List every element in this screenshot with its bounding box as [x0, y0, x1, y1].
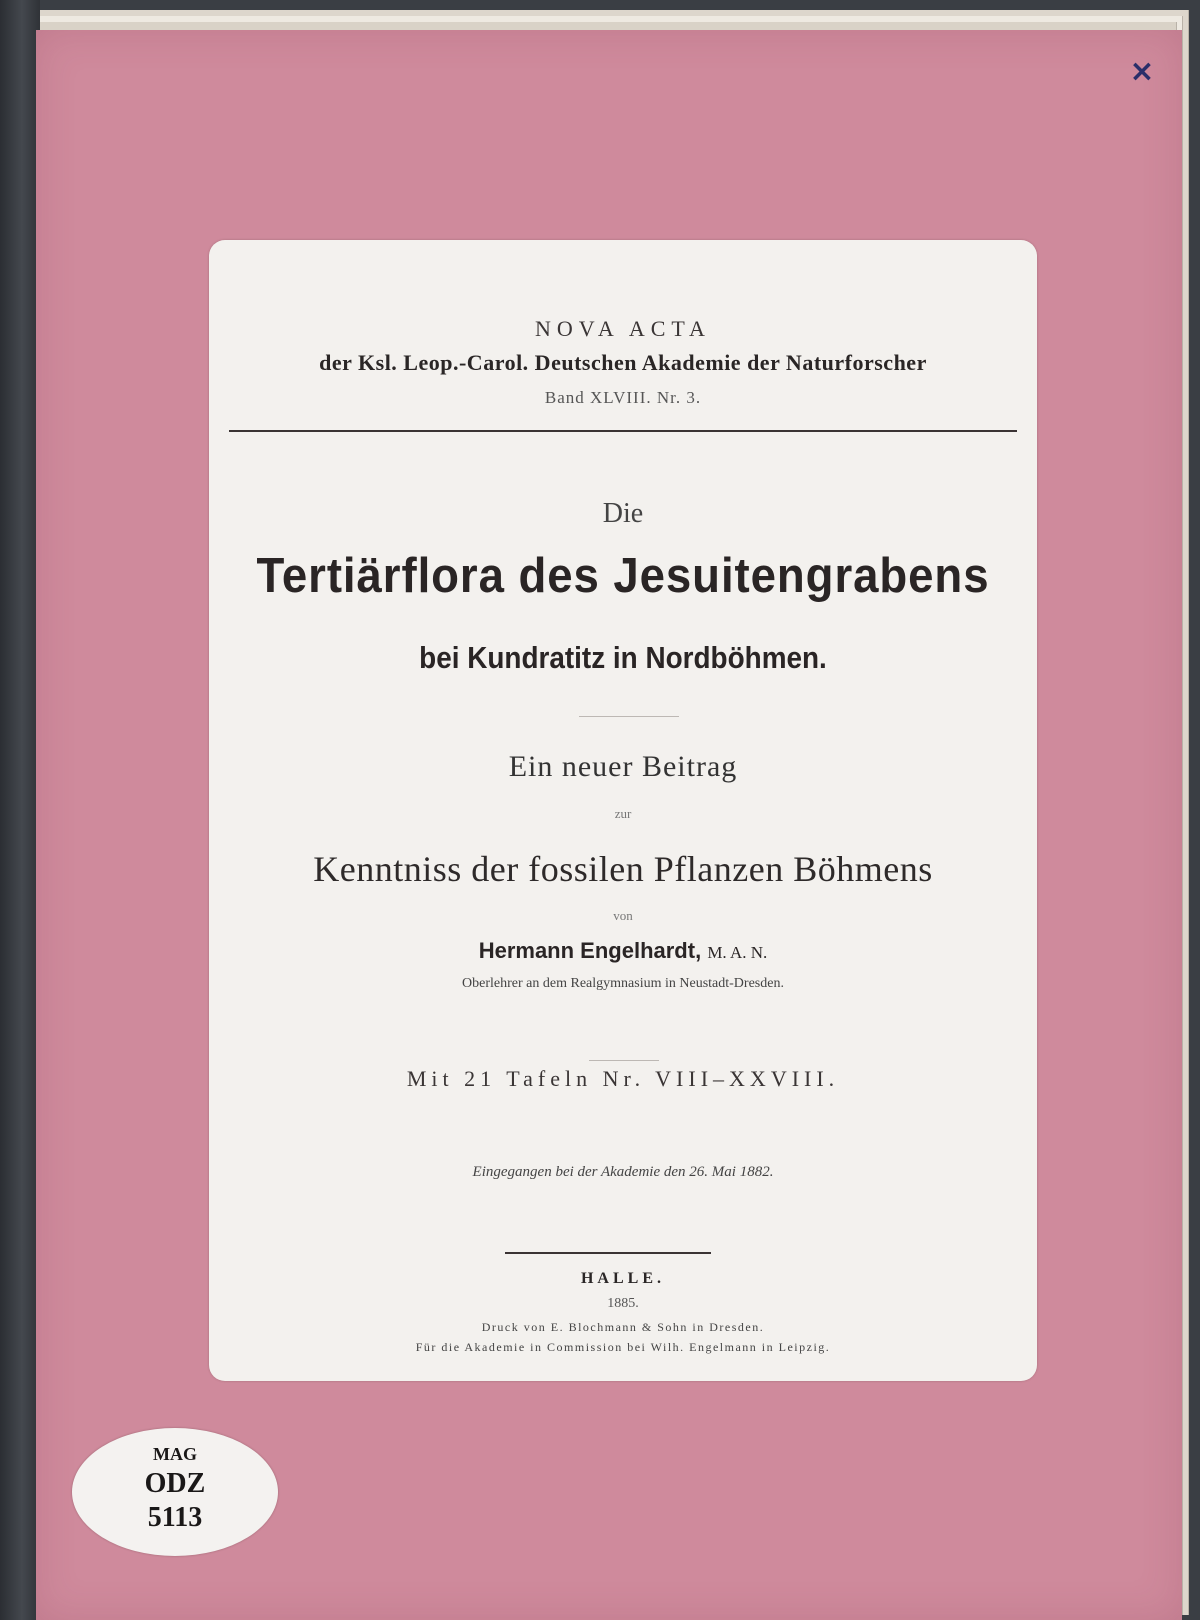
- divider: [505, 1252, 711, 1254]
- book-binding: [0, 0, 40, 1620]
- author-name: Hermann Engelhardt,: [478, 938, 702, 963]
- contribution-line: Ein neuer Beitrag: [508, 750, 738, 783]
- volume-number: Band XLVIII. Nr. 3.: [544, 388, 702, 407]
- title-article: Die: [602, 498, 644, 529]
- shelfmark-line-3: 5113: [147, 1502, 203, 1533]
- academy-name: der Ksl. Leop.-Carol. Deutschen Akademie der Naturforscher: [319, 350, 927, 375]
- connector-word: zur: [614, 806, 632, 821]
- publication-place: HALLE.: [580, 1270, 665, 1287]
- divider: [589, 1060, 659, 1061]
- shelfmark-line-1: MAG: [153, 1444, 197, 1464]
- plates-line: Mit 21 Tafeln Nr. VIII–XXVIII.: [406, 1066, 840, 1091]
- series-title: NOVA ACTA: [535, 316, 711, 341]
- library-shelfmark-sticker: [72, 1428, 278, 1556]
- divider: [579, 716, 679, 717]
- author-affiliation: Oberlehrer an dem Realgymnasium in Neustadt-Dresden.: [462, 976, 784, 991]
- divider: [229, 430, 1017, 432]
- knowledge-line: Kenntniss der fossilen Pflanzen Böhmens: [313, 849, 933, 889]
- printer-line: Druck von E. Blochmann & Sohn in Dresden.: [481, 1320, 765, 1334]
- by-word: von: [613, 908, 633, 923]
- shelfmark-line-2: ODZ: [144, 1468, 206, 1499]
- title-label: [209, 240, 1037, 1381]
- commission-line: Für die Akademie in Commission bei Wilh. Engelmann in Leipzig.: [415, 1340, 831, 1354]
- subtitle: bei Kundratitz in Nordböhmen.: [419, 640, 827, 675]
- publication-year: 1885.: [607, 1296, 639, 1311]
- author-suffix: M. A. N.: [707, 943, 768, 962]
- author: [209, 938, 1037, 964]
- corner-cross-mark: ×: [1129, 54, 1155, 89]
- main-title: Tertiärflora des Jesuitengrabens: [256, 549, 990, 603]
- received-date: Eingegangen bei der Akademie den 26. Mai 1882.: [472, 1164, 774, 1180]
